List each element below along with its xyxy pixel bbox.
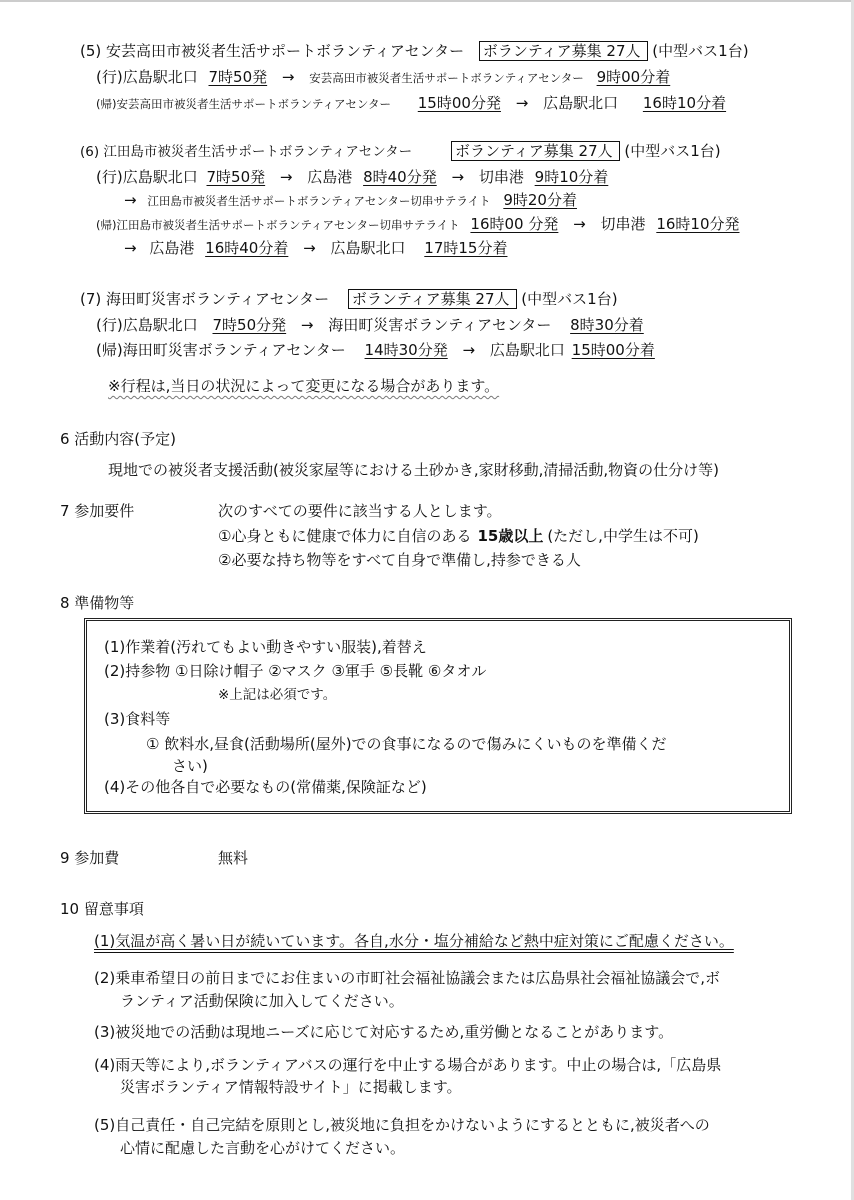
prep-item-2: (2)持参物 ①日除け帽子 ②マスク ③軍手 ⑤長靴 ⑥タオル — [104, 662, 487, 680]
section7-intro: 次のすべての要件に該当する人とします。 — [218, 502, 502, 520]
route5-out-dest: 安芸高田市被災者生活サポートボランティアセンター — [309, 71, 584, 85]
note-2a: (2)乗車希望日の前日までにお住まいの市町社会福祉協議会または広島県社会福祉協議会で,ボ — [94, 969, 721, 987]
route7-title: (7) 海田町災害ボランティアセンター — [80, 290, 330, 308]
route6-ret-port-time: 16時10分発 — [656, 215, 740, 233]
route6-out-mid: 広島港 — [307, 168, 353, 186]
route6-return-1 — [96, 213, 740, 236]
route6-title: (6) 江田島市被災者生活サポートボランティアセンター — [80, 144, 413, 160]
route7-header — [80, 288, 618, 310]
route6-ret-arr: 17時15分着 — [424, 239, 508, 257]
route6-return-2 — [124, 237, 507, 259]
section6-body: 現地での被災者支援活動(被災家屋等における土砂かき,家財移動,清掃活動,物資の仕分け等) — [108, 461, 720, 479]
route5-title: (5) 安芸高田市被災者生活サポートボランティアセンター — [80, 42, 465, 60]
route6-ret-port: 切串港 — [600, 215, 646, 233]
route7-bus: (中型バス1台) — [521, 290, 618, 308]
arrow: → — [279, 168, 293, 186]
arrow: → — [303, 239, 316, 257]
route6-out-port: 切串港 — [478, 168, 524, 186]
prep-item-3-sub-a: ① 飲料水,昼食(活動場所(屋外)での食事になるので傷みにくいものを準備くだ — [146, 735, 667, 753]
schedule-note: ※行程は,当日の状況によって変更になる場合があります。 — [108, 377, 500, 395]
note-2b: ランティア活動保険に加入してください。 — [120, 992, 404, 1010]
route7-out-label: (行)広島駅北口 — [96, 316, 198, 334]
route6-header — [80, 140, 721, 163]
route7-ret-dest: 広島駅北口 — [489, 341, 565, 359]
route5-ret-label: (帰)安芸高田市被災者生活サポートボランティアセンター — [96, 97, 391, 111]
req1-note: (ただし,中学生は不可) — [547, 527, 699, 545]
note-5b: 心情に配慮した言動を心がけてください。 — [120, 1139, 406, 1157]
arrow: → — [462, 341, 476, 359]
route6-bus: (中型バス1台) — [624, 142, 721, 160]
arrow: → — [451, 168, 465, 186]
route6-out-label: (行)広島駅北口 — [96, 168, 198, 186]
route5-out-arr: 9時00分着 — [596, 68, 671, 86]
prep-item-2-note: ※上記は必須です。 — [218, 687, 337, 703]
arrow: → — [124, 239, 137, 257]
note-4a: (4)雨天等により,ボランティアバスの運行を中止する場合があります。中止の場合は,「広島県 — [94, 1056, 722, 1074]
prep-item-4: (4)その他各自で必要なもの(常備薬,保険証など) — [104, 778, 427, 796]
route7-outbound — [96, 314, 644, 336]
prep-item-1: (1)作業着(汚れてもよい動きやすい服装),着替え — [104, 638, 427, 656]
route7-return — [96, 339, 655, 361]
section6-heading: 6 活動内容(予定) — [60, 430, 177, 448]
route5-header — [80, 40, 749, 62]
route7-ret-label: (帰)海田町災害ボランティアセンター — [96, 341, 346, 359]
section10-heading: 10 留意事項 — [60, 900, 144, 918]
req1-age: 15歳以上 — [477, 527, 544, 545]
section7-req1 — [218, 525, 699, 547]
route7-badge: ボランティア募集 27人 — [348, 289, 517, 309]
route5-out-dep: 7時50発 — [208, 68, 268, 86]
route7-out-dest: 海田町災害ボランティアセンター — [328, 316, 552, 334]
section7-heading: 7 参加要件 — [60, 502, 135, 520]
section8-heading: 8 準備物等 — [60, 594, 135, 612]
route5-ret-dest: 広島駅北口 — [543, 94, 619, 112]
route5-bus: (中型バス1台) — [652, 42, 749, 60]
arrow: → — [573, 215, 586, 233]
route6-ret-label: (帰)江田島市被災者生活サポートボランティアセンター切串サテライト — [96, 218, 460, 232]
note-5a: (5)自己責任・自己完結を原則とし,被災地に負担をかけないようにするとともに,被災者への — [94, 1116, 710, 1134]
route7-out-arr: 8時30分着 — [570, 316, 644, 334]
note-1: (1)気温が高く暑い日が続いています。各自,水分・塩分補給など熱中症対策にご配慮ください。 — [94, 932, 734, 950]
route6-out-dep: 7時50発 — [206, 168, 266, 186]
route6-ret-dest: 広島駅北口 — [330, 239, 406, 257]
arrow: → — [281, 68, 295, 86]
route5-ret-dep: 15時00分発 — [417, 94, 501, 112]
route5-return — [96, 92, 726, 115]
route6-out-dest: 江田島市被災者生活サポートボランティアセンター切串サテライト — [147, 194, 491, 208]
section7-req2: ②必要な持ち物等をすべて自身で準備し,持参できる人 — [218, 551, 581, 569]
note-3: (3)被災地での活動は現地ニーズに応じて対応するため,重労働となることがあります。 — [94, 1023, 674, 1041]
arrow: → — [515, 94, 529, 112]
route6-ret-dep: 16時00 分発 — [470, 215, 559, 233]
route6-out-port-time: 9時10分着 — [534, 168, 609, 186]
route5-out-label: (行)広島駅北口 — [96, 68, 198, 86]
route5-ret-arr: 16時10分着 — [642, 94, 727, 112]
route6-out-arr: 9時20分着 — [503, 191, 577, 209]
arrow: → — [124, 191, 137, 209]
route5-badge: ボランティア募集 27人 — [479, 41, 648, 61]
section9-fee: 無料 — [218, 849, 249, 867]
route6-ret-mid-time: 16時40分着 — [205, 239, 289, 257]
route6-ret-mid: 広島港 — [149, 239, 195, 257]
req1-text: ①心身ともに健康で体力に自信のある — [218, 527, 472, 545]
prep-item-3-sub-b: さい) — [172, 757, 208, 775]
route7-ret-dep: 14時30分発 — [364, 341, 448, 359]
route7-out-dep: 7時50分発 — [212, 316, 287, 334]
route6-outbound-1 — [96, 166, 608, 188]
section9-heading: 9 参加費 — [60, 849, 120, 867]
note-4b: 災害ボランティア情報特設サイト」に掲載します。 — [120, 1078, 462, 1096]
arrow: → — [300, 316, 314, 334]
prep-item-3: (3)食料等 — [104, 710, 171, 728]
route5-outbound — [96, 66, 670, 89]
route6-badge: ボランティア募集 27人 — [451, 141, 620, 161]
route6-outbound-2 — [124, 189, 577, 212]
page-top-border — [0, 0, 854, 2]
route6-out-mid-time: 8時40分発 — [363, 168, 437, 186]
route7-ret-arr: 15時00分着 — [571, 341, 655, 359]
